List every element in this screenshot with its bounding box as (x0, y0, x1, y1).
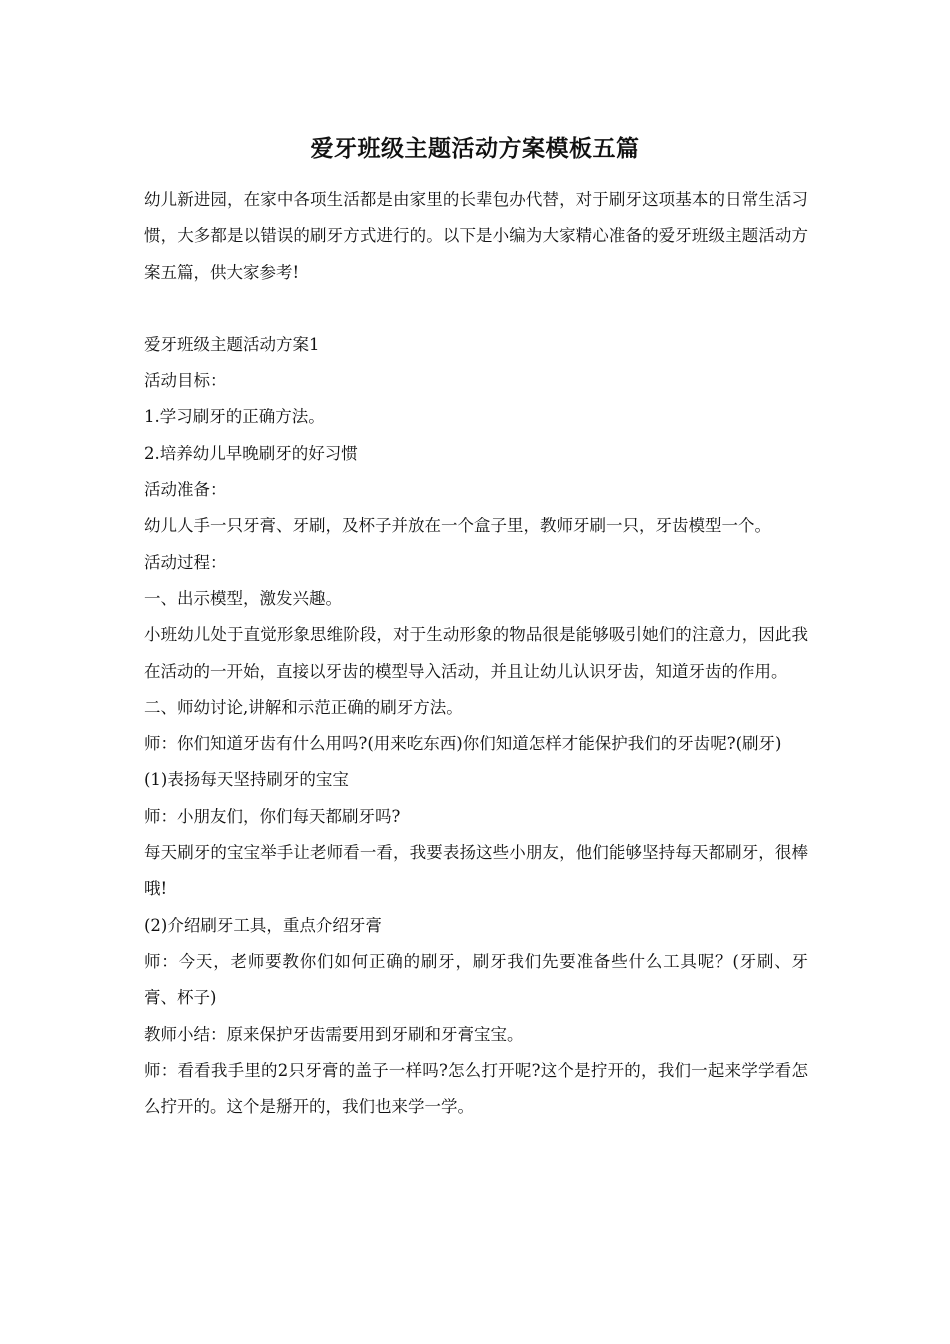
paragraph: 小班幼儿处于直觉形象思维阶段，对于生动形象的物品很是能够吸引她们的注意力，因此我在活动的一开始，直接以牙齿的模型导入活动，并且让幼儿认识牙齿，知道牙齿的作用。 (144, 625, 808, 681)
paragraph: 二、师幼讨论,讲解和示范正确的刷牙方法。 (144, 697, 463, 717)
section-heading: 爱牙班级主题活动方案1 (144, 334, 320, 354)
paragraph: (2)介绍刷牙工具，重点介绍牙膏 (144, 915, 382, 935)
paragraph: 师：今天，老师要教你们如何正确的刷牙，刷牙我们先要准备些什么工具呢？(牙刷、牙膏、杯子) (144, 951, 808, 1008)
document-body (144, 182, 808, 1125)
paragraph: 活动目标： (144, 371, 227, 391)
paragraph: 教师小结：原来保护牙齿需要用到牙刷和牙膏宝宝。 (144, 1024, 524, 1044)
paragraph: 1.学习刷牙的正确方法。 (144, 407, 325, 427)
paragraph: 师：小朋友们，你们每天都刷牙吗? (144, 806, 401, 826)
paragraph: 师：看看我手里的2只牙膏的盖子一样吗?怎么打开呢?这个是拧开的，我们一起来学学看怎么拧开的。这个是掰开的，我们也来学一学。 (144, 1060, 808, 1117)
paragraph: 师：你们知道牙齿有什么用吗?(用来吃东西)你们知道怎样才能保护我们的牙齿呢?(刷牙) (144, 734, 782, 754)
paragraph: (1)表扬每天坚持刷牙的宝宝 (144, 770, 349, 790)
document-title: 爱牙班级主题活动方案模板五篇 (310, 135, 640, 162)
paragraph: 一、出示模型，激发兴趣。 (144, 588, 342, 608)
paragraph: 每天刷牙的宝宝举手让老师看一看，我要表扬这些小朋友，他们能够坚持每天都刷牙，很棒哦! (144, 843, 808, 899)
paragraph: 幼儿人手一只牙膏、牙刷，及杯子并放在一个盒子里，教师牙刷一只，牙齿模型一个。 (144, 516, 771, 536)
paragraph: 2.培养幼儿早晚刷牙的好习惯 (144, 443, 358, 463)
paragraph: 活动准备： (144, 480, 227, 500)
intro-paragraph: 幼儿新进园，在家中各项生活都是由家里的长辈包办代替，对于刷牙这项基本的日常生活习惯，大多都是以错误的刷牙方式进行的。以下是小编为大家精心准备的爱牙班级主题活动方案五篇，供大家参考! (144, 190, 808, 282)
paragraph: 活动过程： (144, 552, 227, 572)
